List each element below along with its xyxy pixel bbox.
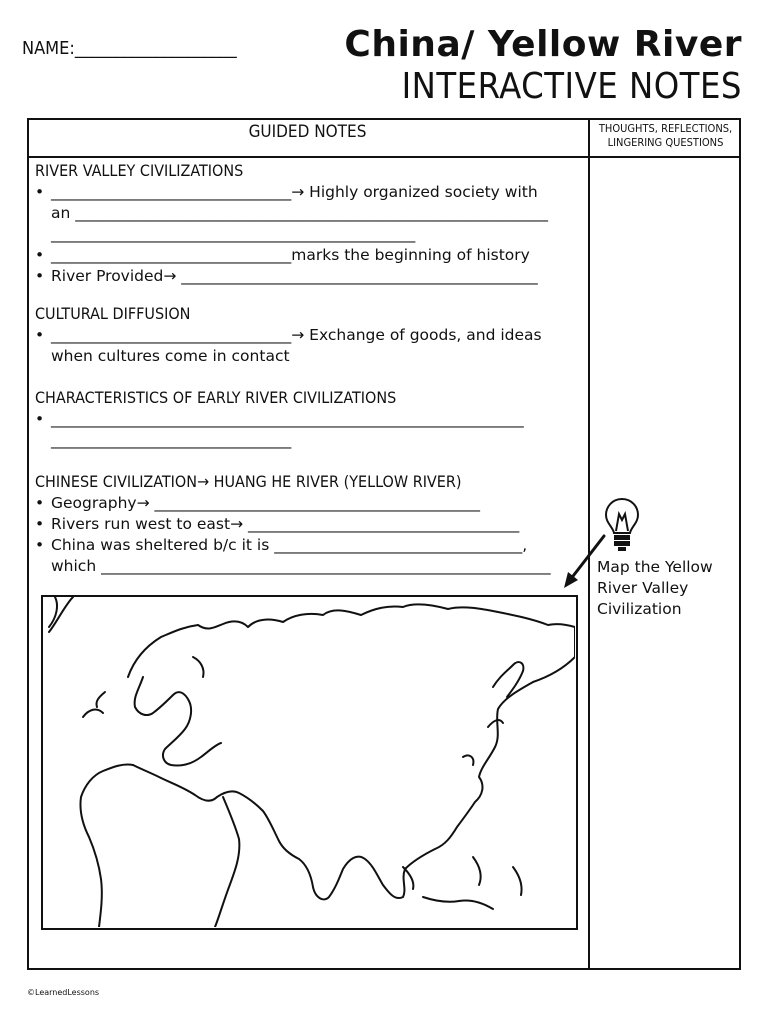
note-line [35,514,583,535]
reflections-header [590,122,741,150]
section-title-cultural-diffusion: CULTURAL DIFFUSION [35,304,191,323]
note-line[interactable]: an _____________________________________________________________ [51,204,548,222]
bullet: • [35,246,45,264]
bullet: • [35,410,45,428]
fill-in-blank[interactable]: Rivers run west to east→ ___________________________________ [51,515,520,533]
side-note-line3: Civilization [597,600,682,618]
bullet: • [35,267,45,285]
note-line: when cultures come in contact [51,347,290,365]
bullet: • [35,536,45,554]
section-title-chinese-civilization: CHINESE CIVILIZATION→ HUANG HE RIVER (YELLOW RIVER) [35,472,462,491]
fill-in-blank[interactable]: Geography→ __________________________________________ [51,494,480,512]
fill-in-blank[interactable]: _____________________________________________________________ [51,410,524,428]
note-line[interactable]: _______________________________ [51,431,292,449]
note-line [35,325,583,346]
copyright-footer: ©LearnedLessons [27,988,100,997]
bullet: • [35,326,45,344]
asia-outline-map [41,595,578,930]
fill-in-blank[interactable]: _______________________________marks the beginning of history [51,246,530,264]
name-field-label: NAME:____________________ [22,38,237,59]
side-note [597,557,737,620]
note-line [35,409,583,430]
section-title-characteristics: CHARACTERISTICS OF EARLY RIVER CIVILIZATIONS [35,388,397,407]
note-line [35,266,583,287]
bullet: • [35,494,45,512]
note-line[interactable]: _______________________________________________ [51,225,416,243]
guided-notes-header: GUIDED NOTES [248,122,367,142]
fill-in-blank[interactable]: China was sheltered b/c it is ________________________________, [51,536,528,554]
header-divider [27,156,741,158]
reflections-header-line1: THOUGHTS, REFLECTIONS, [598,122,733,135]
reflections-header-line2: LINGERING QUESTIONS [607,136,724,149]
fill-in-blank[interactable]: _______________________________→ Exchange of goods, and ideas [51,326,542,344]
note-line [35,245,583,266]
bullet: • [35,515,45,533]
page-subtitle: INTERACTIVE NOTES [401,66,742,107]
note-line[interactable]: which __________________________________________________________ [51,557,551,575]
bullet: • [35,183,45,201]
note-line [35,535,583,556]
lightbulb-icon [602,496,642,552]
note-line [35,182,583,203]
fill-in-blank[interactable]: _______________________________→ Highly organized society with [51,183,538,201]
side-note-line1: Map the Yellow [597,558,713,576]
guided-notes-content [35,160,583,577]
map-outline-drawing [43,597,575,927]
fill-in-blank[interactable]: River Provided→ ______________________________________________ [51,267,538,285]
side-note-line2: River Valley [597,579,689,597]
page-title: China/ Yellow River [344,24,742,65]
note-line [35,493,583,514]
section-title-river-valley: RIVER VALLEY CIVILIZATIONS [35,161,244,180]
